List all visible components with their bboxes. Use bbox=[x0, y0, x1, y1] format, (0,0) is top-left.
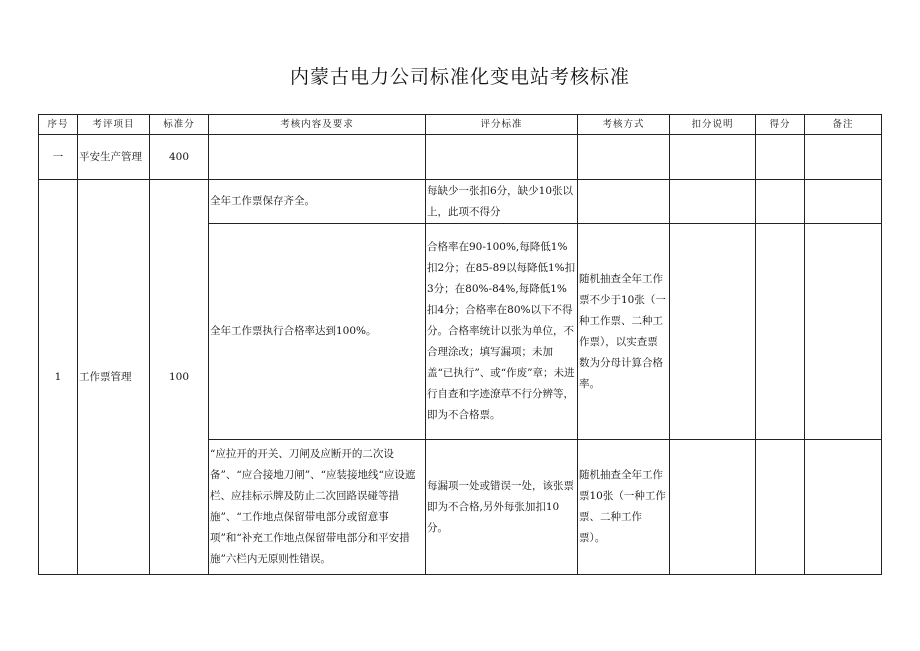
header-deduction: 扣分说明 bbox=[670, 115, 756, 135]
section-item: 平安生产管理 bbox=[78, 135, 150, 180]
row-points bbox=[756, 224, 805, 440]
cell-empty bbox=[756, 135, 805, 180]
page-title: 内蒙古电力公司标准化变电站考核标准 bbox=[289, 66, 630, 88]
row-content: 全年工作票执行合格率达到100%。 bbox=[209, 224, 426, 440]
row-content: 全年工作票保存齐全。 bbox=[209, 180, 426, 224]
group-score: 100 bbox=[150, 180, 209, 575]
header-criteria: 评分标准 bbox=[426, 115, 578, 135]
row-remarks bbox=[805, 224, 882, 440]
row-criteria: 每缺少一张扣6分，缺少10张以上，此项不得分 bbox=[426, 180, 578, 224]
row-remarks bbox=[805, 440, 882, 575]
cell-empty bbox=[805, 135, 882, 180]
row-method bbox=[578, 180, 670, 224]
header-item: 考评项目 bbox=[78, 115, 150, 135]
header-score: 标准分 bbox=[150, 115, 209, 135]
row-points bbox=[756, 180, 805, 224]
cell-empty bbox=[426, 135, 578, 180]
cell-empty bbox=[578, 135, 670, 180]
group-item: 工作票管理 bbox=[78, 180, 150, 575]
row-deduction bbox=[670, 224, 756, 440]
header-method: 考核方式 bbox=[578, 115, 670, 135]
header-points: 得分 bbox=[756, 115, 805, 135]
row-deduction bbox=[670, 180, 756, 224]
row-points bbox=[756, 440, 805, 575]
section-no: 一 bbox=[39, 135, 78, 180]
header-row bbox=[39, 115, 882, 135]
group-no: 1 bbox=[39, 180, 78, 575]
cell-empty bbox=[209, 135, 426, 180]
row-criteria: 合格率在90-100%,每降低1%扣2分；在85-89以每降低1%扣3分；在80%-84%,每降低1%扣4分；合格率在80%以下不得分。合格率统计以张为单位，不合理涂改；填写漏项；未加盖“已执行”、或“作废”章；未进行自查和字迹潦草不行分辨等，即为不合格票。 bbox=[426, 224, 578, 440]
header-content: 考核内容及要求 bbox=[209, 115, 426, 135]
section-row bbox=[39, 135, 882, 180]
row-method: 随机抽查全年工作票10张（一种工作票、二种工作票）。 bbox=[578, 440, 670, 575]
table-row bbox=[39, 180, 882, 224]
header-no: 序号 bbox=[39, 115, 78, 135]
row-content: “应拉开的开关、刀闸及应断开的二次设备”、“应合接地刀闸”、“应装接地线“应设遮栏、应挂标示牌及防止二次回路误碰等措施”、“工作地点保留带电部分或留意事项”和“补充工作地点保留带电部分和平安措施”六栏内无原则性错误。 bbox=[209, 440, 426, 575]
header-remarks: 备注 bbox=[805, 115, 882, 135]
section-score: 400 bbox=[150, 135, 209, 180]
row-method: 随机抽查全年工作票不少于10张（一种工作票、二种工作票），以实查票数为分母计算合格率。 bbox=[578, 224, 670, 440]
row-criteria: 每漏项一处或错误一处，该张票即为不合格,另外每张加扣10分。 bbox=[426, 440, 578, 575]
row-remarks bbox=[805, 180, 882, 224]
assessment-table bbox=[38, 114, 882, 575]
cell-empty bbox=[670, 135, 756, 180]
row-deduction bbox=[670, 440, 756, 575]
